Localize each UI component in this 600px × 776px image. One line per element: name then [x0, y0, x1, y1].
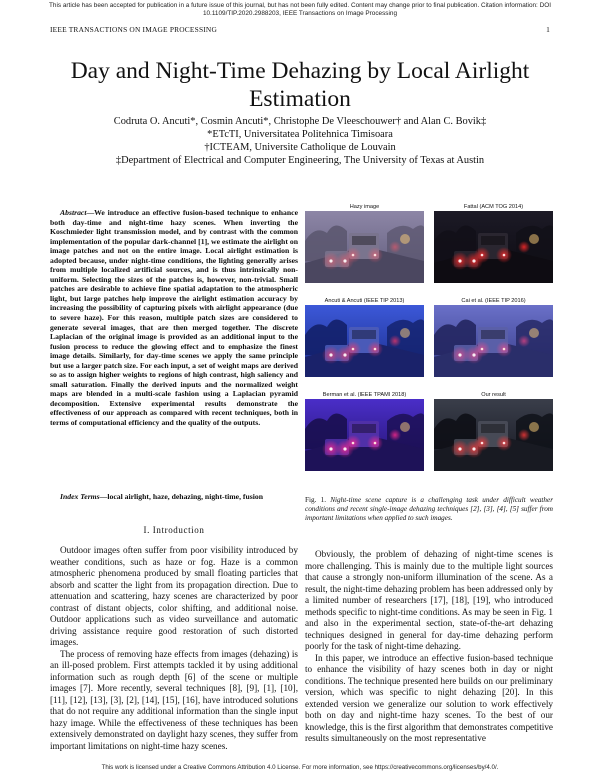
- figure-panel: [305, 203, 424, 283]
- caption-text: Night-time scene capture is a challenging task under difficult weather conditions and recent single-image dehazing techniques [2], [3], [4], [5] suffer from important limitations when applied to such images.: [305, 496, 554, 522]
- index-terms-label: Index Terms: [60, 492, 100, 501]
- index-terms-text: —local airlight, haze, dehazing, night-time, fusion: [99, 492, 264, 501]
- panel-label: Ancuti & Ancuti (IEEE TIP 2013): [324, 298, 405, 304]
- license-notice: This work is licensed under a Creative Commons Attribution 4.0 License. For more information, see https://creativecommons.org/licenses/by/4.0/.: [101, 764, 499, 771]
- intro-paragraph: The process of removing haze effects from images (dehazing) is an ill-posed problem. First attempts tackled it by using additional information such as rough depth [6] of the scene or multiple images [7]. More recently, several techniques [8], [9], [1], [10], [11], [12], [13], [3], [2], [14], [15], [16], have introduced solutions that do not require any additional information than the single input hazy image. While the effectiveness of these techniques has been extensively demonstrated on daylight hazy scenes, they suffer from important limitations on night-time hazy scenes.: [50, 648, 298, 751]
- section-heading: [50, 525, 298, 535]
- figure-caption: [305, 496, 553, 523]
- affiliation-1: *ETcTI, Universitatea Politehnica Timisoara: [207, 129, 393, 140]
- panel-image: [434, 305, 553, 377]
- figure-panel: [434, 391, 553, 471]
- panel-label: Our result: [481, 392, 506, 398]
- index-terms: [50, 492, 298, 502]
- journal-name: IEEE TRANSACTIONS ON IMAGE PROCESSING: [50, 25, 217, 34]
- figure-panel: [434, 297, 553, 377]
- intro-paragraph: Obviously, the problem of dehazing of night-time scenes is more challenging. This is mainly due to the multiple light sources that cause a strongly non-uniform illumination of the scene. As a result, the night-time dehazing problem has been addressed only by a limited number of researchers [17], [18], [19], who introduced methods specific to night-time conditions. As may be seen in Fig. 1 and also in the experimental section, state-of-the-art dehazing techniques designed in general for day-time dehazing perform poorly for the task of night-time dehazing.: [305, 549, 553, 651]
- figure-1: [305, 203, 553, 485]
- abstract-text: —We introduce an effective fusion-based technique to enhance both day-time and night-time hazy scenes. When inverting the Koschmieder light transmission model, and by contrast with the common implementation of the popular dark-channel [1], we estimate the airlight on image patches and not on the entire image. Local airlight estimation is adopted because, under night-time conditions, the lighting generally arises from multiple localized artificial sources, and is thus intrinsically non-uniform. Selecting the sizes of the patches is, however, non-trivial. Small patches are desirable to achieve fine spatial adaptation to the atmospheric light, but large patches help improve the airlight estimation accuracy by increasing the possibility of capturing pixels with airlight appearance (due to severe haze). For this reason, multiple patch sizes are considered to generate several images, that are then merged together. The discrete Laplacian of the original image is provided as an additional input to the fusion process to reduce the glowing effect and to emphasize the finest image details. Similarly, for day-time scenes we apply the same principle but use a larger patch size. For each input, a set of weight maps are derived so as to assign higher weights to regions of high contrast, high saliency and small saturation. Finally the derived inputs and the normalized weight maps are blended in a multi-scale fashion using a Laplacian pyramid decomposition. Extensive experimental results demonstrate the effectiveness of our approach as compared with recent techniques, both in terms of computational efficiency and the quality of the outputs.: [50, 208, 298, 428]
- abstract: [50, 208, 298, 428]
- intro-paragraph: Outdoor images often suffer from poor visibility introduced by weather conditions, such as haze or fog. Haze is a common atmospheric phenomena produced by small floating particles that absorb and scatter the light from its propagation direction. Due to attenuation and scattering, hazy scenes are characterized by poor contrast of distant objects, color shifting, and additional noise. Outdoor applications such as video surveillance and automatic driving assistance require good restoration of such distorted images.: [50, 545, 298, 647]
- panel-label: Fattal (ACM TOG 2014): [463, 204, 524, 210]
- panel-image: [434, 399, 553, 471]
- figure-panel: [305, 297, 424, 377]
- panel-image: [305, 399, 424, 471]
- page-number: 1: [546, 25, 550, 34]
- panel-image: [434, 211, 553, 283]
- panel-image: [305, 211, 424, 283]
- panel-label: Cai et al. (IEEE TIP 2016): [461, 298, 526, 304]
- panel-label: Berman et al. (IEEE TPAMI 2018): [322, 392, 407, 398]
- caption-label: Fig. 1.: [305, 496, 327, 504]
- intro-paragraph: In this paper, we introduce an effective fusion-based technique to enhance the visibility of hazy scenes both in day or night conditions. The technique presented here builds on our preliminary version, which was specific to night dehazing [20]. In this extended version we generalize our solution to work effectively both on day and night-time hazy scenes. To the best of our knowledge, this is the first algorithm that demonstrates competitive results simultaneously on the most representative: [305, 652, 553, 743]
- figure-panel: [305, 391, 424, 471]
- publication-notice: This article has been accepted for publication in a future issue of this journal, but has not been fully edited. Content may change prior to final publication. Citation information: DOI 10.1109/TIP.2020.2988203, IEEE Transactions on Image Processing: [49, 2, 551, 17]
- figure-panel: [434, 203, 553, 283]
- intro-right-column: [305, 549, 553, 745]
- panel-image: [305, 305, 424, 377]
- running-head: [50, 25, 550, 34]
- section-number: I.: [143, 525, 150, 535]
- intro-left-column: [50, 545, 298, 752]
- abstract-label: Abstract: [60, 208, 87, 217]
- author-list: Codruta O. Ancuti*, Cosmin Ancuti*, Christophe De Vleeschouwer† and Alan C. Bovik‡: [113, 116, 487, 127]
- paper-title: Day and Night-Time Dehazing by Local Airlight Estimation: [70, 58, 530, 112]
- section-title: Introduction: [152, 525, 205, 535]
- affiliation-3: ‡Department of Electrical and Computer Engineering, The University of Texas at Austin: [115, 155, 485, 166]
- affiliation-2: †ICTEAM, Universite Catholique de Louvain: [204, 142, 396, 153]
- panel-label: Hazy image: [349, 204, 380, 210]
